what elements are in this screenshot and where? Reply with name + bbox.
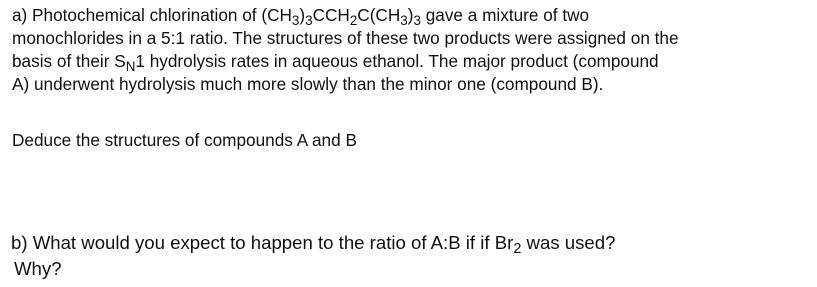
question-a-line-2: monochlorides in a 5:1 ratio. The structures of these two products were assigned on the (12, 28, 679, 48)
question-part-a (12, 4, 807, 96)
deduce-instruction: Deduce the structures of compounds A and B (12, 130, 357, 150)
subscript: 3 (291, 12, 300, 28)
question-b-line-1 (11, 230, 801, 256)
text-segment: 1 hydrolysis rates in aqueous ethanol. The major product (compound (135, 51, 659, 71)
text-segment: a) Photochemical chlorination of (CH (12, 5, 292, 25)
subscript: 2 (513, 241, 522, 258)
question-a-line-3 (12, 50, 807, 73)
question-part-b (11, 230, 801, 282)
text-segment: gave a mixture of two (420, 5, 590, 25)
question-a-line-1 (12, 4, 807, 27)
text-segment: ) (407, 5, 414, 25)
text-segment: C(CH (357, 5, 401, 25)
subscript: N (125, 58, 136, 74)
subscript: 3 (400, 12, 408, 28)
text-segment: b) What would you expect to happen to the ratio of A:B if if Br (11, 232, 514, 253)
text-segment: basis of their S (12, 51, 126, 71)
subscript: 3 (413, 12, 421, 28)
text-segment: ) (299, 5, 306, 25)
text-segment: CCH (312, 5, 350, 25)
text-segment: was used? (521, 232, 616, 253)
question-a-line-4: A) underwent hydrolysis much more slowly than the minor one (compound B). (12, 74, 604, 94)
question-b-line-2: Why? (14, 258, 62, 279)
subscript: 3 (305, 12, 313, 28)
subscript: 2 (349, 12, 358, 28)
